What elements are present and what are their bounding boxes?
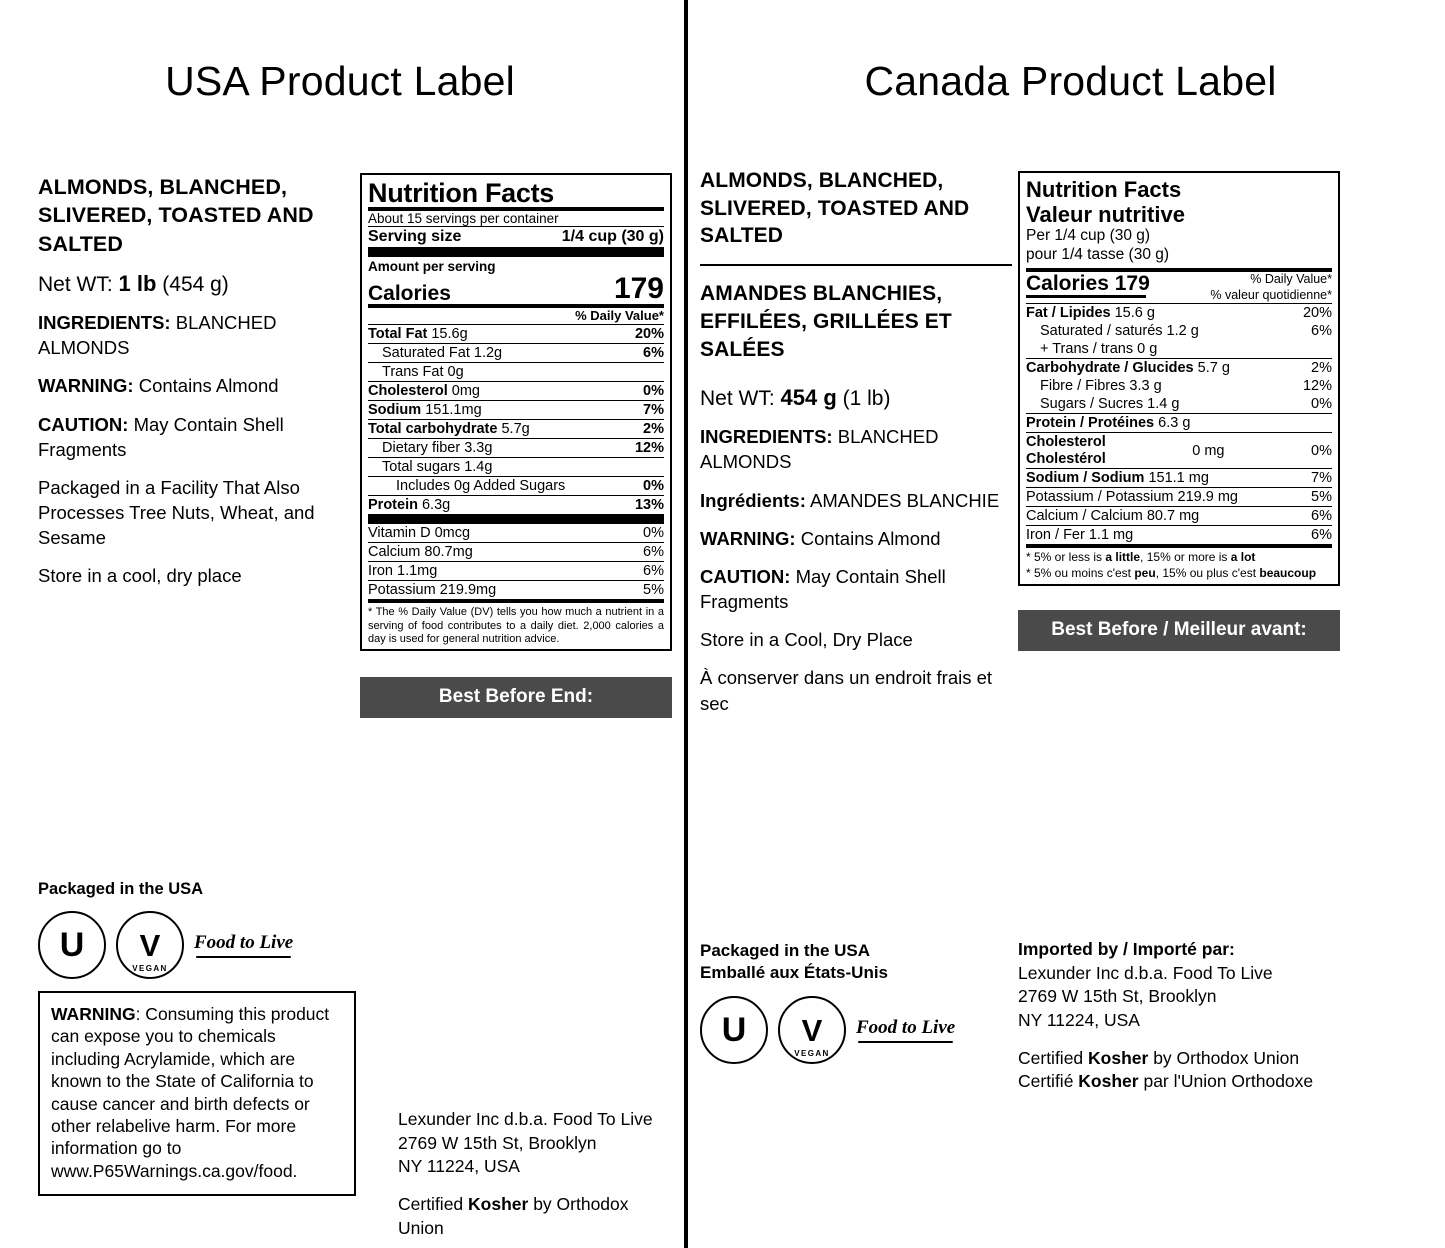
usa-nutrient-row [368, 458, 664, 476]
canada-nutrition-column [1018, 171, 1340, 651]
usa-amount-per-serving: Amount per serving [368, 259, 496, 275]
canada-mineral-dv: 5% [1311, 488, 1332, 505]
usa-nutrient-dv: 20% [634, 326, 664, 343]
canada-mineral-row [1026, 469, 1332, 487]
usa-prop65-label: WARNING [51, 1004, 136, 1024]
canada-ingredients-label: INGREDIENTS: [700, 426, 833, 448]
usa-net-weight [38, 271, 348, 297]
canada-footer-left [700, 940, 1030, 1064]
usa-nutrient-row [368, 420, 664, 438]
vegan-letter: V [139, 927, 161, 963]
usa-nutrient-row [368, 401, 664, 419]
usa-address-line-1: 2769 W 15th St, Brooklyn [398, 1132, 597, 1153]
usa-nutrient-name: Sodium 151.1mg [368, 402, 482, 419]
canada-footnote-fr-2: , 15% ou plus c'est [1155, 566, 1260, 581]
canada-kosher-en-pre: Certified [1018, 1047, 1089, 1068]
usa-nutrient-dv: 12% [634, 440, 664, 457]
canada-kosher-en [1018, 1047, 1418, 1071]
canada-packaged-in-fr: Emballé aux États-Unis [700, 963, 889, 983]
food-to-live-logo: Food to Live [856, 1017, 955, 1043]
canada-storage-en: Store in a Cool, Dry Place [700, 629, 913, 651]
usa-micronutrient-dv: 6% [643, 563, 664, 580]
usa-text-column [38, 173, 348, 589]
canada-nutrient-name: + Trans / trans 0 g [1040, 341, 1158, 358]
canada-dv-en: % Daily Value* [1250, 272, 1332, 287]
canada-net-weight [700, 385, 1012, 411]
canada-nutrient-name: Fibre / Fibres 3.3 g [1040, 378, 1162, 395]
canada-net-weight-main: 454 g [780, 385, 837, 411]
usa-nutrient-dv: 7% [643, 402, 664, 419]
canada-footnote-fr [1026, 564, 1332, 581]
canada-mineral-name: Iron / Fer 1.1 mg [1026, 526, 1134, 543]
canada-panel-title: Canada Product Label [864, 58, 1277, 104]
canada-caution-label: CAUTION: [700, 565, 791, 587]
usa-nutrition-facts-panel [360, 173, 672, 651]
canada-cholesterol-value: 0 mg [1192, 442, 1225, 459]
usa-nutrient-row [368, 344, 664, 362]
usa-kosher-bold: Kosher [468, 1193, 529, 1214]
canada-nutrient-name: Saturated / saturés 1.2 g [1040, 323, 1199, 340]
canada-calories-row [1026, 272, 1332, 303]
canada-kosher-fr [1018, 1070, 1418, 1094]
canada-mineral-dv: 7% [1311, 469, 1332, 486]
canada-dv-fr: % valeur quotidienne* [1210, 287, 1332, 302]
usa-micronutrient-dv: 0% [643, 525, 664, 542]
usa-address-line-2: NY 11224, USA [398, 1156, 520, 1177]
usa-address-line-0: Lexunder Inc d.b.a. Food To Live [398, 1109, 653, 1129]
usa-micronutrient-name: Iron 1.1mg [368, 563, 438, 580]
usa-nutrient-dv: 0% [643, 383, 664, 400]
usa-micronutrient-dv: 5% [643, 582, 664, 599]
usa-nutrient-name: Includes 0g Added Sugars [396, 478, 566, 495]
usa-micronutrient-rows [368, 524, 664, 599]
canada-nutrient-name: Protein / Protéines 6.3 g [1026, 415, 1191, 432]
canada-kosher-fr-bold: Kosher [1078, 1071, 1139, 1092]
usa-nutrient-dv: 2% [643, 421, 664, 438]
canada-net-weight-label: Net WT: [700, 387, 775, 411]
canada-mineral-name: Calcium / Calcium 80.7 mg [1026, 507, 1200, 524]
canada-nutrient-dv: 6% [1311, 323, 1332, 340]
canada-warning [700, 526, 1012, 551]
usa-nutrient-name: Cholesterol 0mg [368, 383, 481, 400]
canada-cholesterol-fr: Cholestérol [1026, 450, 1106, 467]
usa-packaged-in: Packaged in the USA [38, 880, 204, 898]
usa-calories-row [368, 274, 664, 304]
canada-per-serving-fr: pour 1/4 tasse (30 g) [1026, 246, 1170, 264]
canada-nutrient-row [1026, 395, 1332, 413]
canada-nutrient-row [1026, 322, 1332, 340]
usa-nutrient-name: Total Fat 15.6g [368, 326, 468, 343]
ou-letter: U [721, 1011, 747, 1050]
usa-nutrient-row [368, 382, 664, 400]
usa-net-weight-main: 1 lb [118, 271, 157, 297]
usa-kosher-post: by Orthodox Union [398, 1193, 629, 1238]
usa-nutrient-row [368, 496, 664, 514]
usa-micronutrient-row [368, 524, 664, 542]
canada-ingredients-en [700, 424, 1012, 474]
canada-warning-value: Contains Almond [800, 527, 941, 549]
usa-ingredients-label: INGREDIENTS: [38, 312, 171, 334]
usa-nutrition-title: Nutrition Facts [368, 178, 555, 208]
canada-nutrient-dv: 20% [1302, 305, 1332, 322]
canada-kosher-en-bold: Kosher [1088, 1047, 1149, 1068]
usa-ingredients [38, 310, 348, 360]
usa-servings-per-container: About 15 servings per container [368, 211, 559, 227]
usa-nutrient-name: Total sugars 1.4g [382, 459, 493, 476]
canada-product-name-fr: AMANDES BLANCHIES, EFFILÉES, GRILLÉES ET SALÉES [700, 282, 952, 361]
canada-cholesterol-en: Cholesterol [1026, 434, 1106, 451]
canada-nutrient-dv: 0% [1311, 396, 1332, 413]
usa-micronutrient-name: Calcium 80.7mg [368, 544, 473, 561]
canada-nutrient-row [1026, 414, 1332, 432]
usa-product-name: ALMONDS, BLANCHED, SLIVERED, TOASTED AND SALTED [38, 175, 314, 256]
canada-address-line-0: Lexunder Inc d.b.a. Food To Live [1018, 962, 1273, 983]
canada-ingredients-fr-label: Ingrédients: [700, 489, 806, 511]
canada-kosher-fr-pre: Certifié [1018, 1071, 1079, 1092]
canada-nutrition-facts-panel [1018, 171, 1340, 586]
canada-nutrient-row [1026, 304, 1332, 322]
usa-nutrient-name: Protein 6.3g [368, 497, 451, 514]
canada-nutrient-name: Fat / Lipides 15.6 g [1026, 305, 1155, 322]
canada-mineral-row [1026, 488, 1332, 506]
canada-mineral-row [1026, 526, 1332, 544]
canada-dv-header [1210, 272, 1332, 303]
canada-nutrient-dv: 12% [1302, 378, 1332, 395]
usa-micronutrient-row [368, 543, 664, 561]
canada-footnote-en [1026, 548, 1332, 565]
usa-nutrient-name: Total carbohydrate 5.7g [368, 421, 530, 438]
usa-caution-value: May Contain Shell Fragments [38, 413, 284, 460]
usa-warning-value: Contains Almond [138, 375, 279, 397]
canada-kosher-fr-post: par l'Union Orthodoxe [1138, 1071, 1314, 1092]
usa-serving-size-value: 1/4 cup (30 g) [561, 228, 664, 246]
usa-micronutrient-name: Potassium 219.9mg [368, 582, 497, 599]
canada-imported-by-label: Imported by / Importé par: [1018, 939, 1235, 959]
canada-ingredients-fr-value: AMANDES BLANCHIE [810, 489, 1000, 511]
canada-mineral-name: Sodium / Sodium 151.1 mg [1026, 469, 1209, 486]
canada-mineral-rows [1026, 469, 1332, 544]
canada-net-weight-alt: (1 lb) [842, 387, 891, 411]
canada-caution-value: May Contain Shell Fragments [700, 565, 946, 613]
canada-nutrient-rows [1026, 304, 1332, 432]
usa-company-address [398, 1108, 678, 1240]
usa-kosher-statement [398, 1193, 678, 1240]
canada-storage-fr: À conserver dans un endroit frais et sec [700, 667, 993, 714]
orthodox-union-u-icon [700, 996, 768, 1064]
usa-panel [0, 0, 684, 1248]
canada-footnote-en-2: , 15% or more is [1140, 549, 1231, 564]
canada-panel [688, 0, 1445, 1248]
usa-caution [38, 412, 348, 462]
canada-certification-badges [700, 996, 1030, 1064]
usa-panel-title: USA Product Label [165, 58, 515, 104]
usa-nutrient-dv: 13% [634, 497, 664, 514]
canada-footnote-en-1: * 5% or less is [1026, 549, 1106, 564]
usa-facility-statement: Packaged in a Facility That Also Processes Tree Nuts, Wheat, and Sesame [38, 476, 315, 549]
usa-nutrient-name: Dietary fiber 3.3g [382, 440, 493, 457]
canada-nutrient-name: Sugars / Sucres 1.4 g [1040, 396, 1180, 413]
usa-warning [38, 373, 348, 398]
vegan-word: VEGAN [132, 964, 168, 973]
canada-mineral-name: Potassium / Potassium 219.9 mg [1026, 488, 1238, 505]
usa-dv-header: % Daily Value* [575, 308, 664, 324]
canada-ingredients-fr [700, 488, 1012, 513]
usa-nutrient-dv: 0% [643, 478, 664, 495]
canada-nutrient-row [1026, 377, 1332, 395]
usa-nutrient-rows [368, 325, 664, 514]
vegan-word: VEGAN [794, 1049, 830, 1059]
canada-per-serving-en: Per 1/4 cup (30 g) [1026, 227, 1151, 245]
ou-letter: U [59, 926, 85, 964]
usa-nutrient-row [368, 363, 664, 381]
canada-footer-right [1018, 938, 1418, 1094]
canada-name-divider [700, 264, 1012, 266]
canada-cholesterol-dv: 0% [1311, 442, 1332, 459]
canada-footnote-en-b2: a lot [1230, 549, 1256, 564]
canada-footnote-fr-1: * 5% ou moins c'est [1026, 566, 1135, 581]
vegan-badge-icon [778, 996, 846, 1064]
usa-nutrient-dv: 6% [643, 345, 664, 362]
canada-mineral-dv: 6% [1311, 526, 1332, 543]
canada-packaged-in-en: Packaged in the USA [700, 941, 871, 960]
usa-certification-badges [38, 911, 678, 979]
canada-nutrition-title-fr: Valeur nutritive [1026, 201, 1185, 227]
vegan-badge-icon [116, 911, 184, 979]
usa-micronutrient-dv: 6% [643, 544, 664, 561]
canada-caution [700, 564, 1012, 614]
usa-nutrition-footnote: * The % Daily Value (DV) tells you how much a nutrient in a serving of food contributes to a daily diet. 2,000 calories a day is used for general nutrition advice. [368, 606, 664, 645]
usa-kosher-pre: Certified [398, 1193, 469, 1214]
usa-nutrition-column [360, 173, 672, 718]
usa-ingredients-value: BLANCHED ALMONDS [38, 312, 277, 359]
usa-prop65-text: : Consuming this product can expose you to chemicals including Acrylamide, which are known to the State of California to cause cancer and birth defects or other relabelive harm. For more information go to www.P65Warnings.ca.gov/food. [51, 1004, 330, 1181]
usa-prop65-warning-box [38, 991, 356, 1196]
usa-micronutrient-row [368, 562, 664, 580]
canada-best-before-banner: Best Before / Meilleur avant: [1018, 610, 1340, 651]
usa-net-weight-alt: (454 g) [162, 273, 229, 297]
canada-kosher-en-post: by Orthodox Union [1148, 1047, 1300, 1068]
canada-warning-label: WARNING: [700, 527, 796, 549]
canada-nutrition-title-en: Nutrition Facts [1026, 177, 1182, 202]
canada-cholesterol-row [1026, 433, 1332, 467]
usa-warning-label: WARNING: [38, 375, 134, 397]
canada-address-line-1: 2769 W 15th St, Brooklyn [1018, 986, 1217, 1007]
usa-serving-size-row [368, 227, 664, 247]
usa-nutrient-name: Trans Fat 0g [382, 364, 464, 381]
usa-nutrient-row [368, 477, 664, 495]
orthodox-union-u-icon [38, 911, 106, 979]
canada-footnote-en-b1: a little [1105, 549, 1141, 564]
usa-nutrient-row [368, 325, 664, 343]
food-to-live-logo: Food to Live [194, 932, 293, 958]
canada-mineral-row [1026, 507, 1332, 525]
canada-nutrient-name: Carbohydrate / Glucides 5.7 g [1026, 360, 1230, 377]
canada-calories-label: Calories 179 [1026, 272, 1150, 296]
usa-storage-statement: Store in a cool, dry place [38, 565, 242, 587]
usa-micronutrient-name: Vitamin D 0mcg [368, 525, 471, 542]
usa-nutrient-row [368, 439, 664, 457]
usa-nutrient-name: Saturated Fat 1.2g [382, 345, 503, 362]
usa-net-weight-label: Net WT: [38, 273, 113, 297]
canada-ingredients-value: BLANCHED ALMONDS [700, 426, 939, 473]
usa-serving-size-label: Serving size [368, 228, 462, 246]
canada-nutrient-row [1026, 359, 1332, 377]
canada-mineral-dv: 6% [1311, 507, 1332, 524]
canada-footnote-fr-b1: peu [1134, 566, 1156, 581]
usa-calories-label: Calories [368, 282, 451, 306]
canada-text-column [700, 167, 1012, 716]
usa-best-before-banner: Best Before End: [360, 677, 672, 718]
canada-product-name-en: ALMONDS, BLANCHED, SLIVERED, TOASTED AND SALTED [700, 169, 970, 248]
usa-caution-label: CAUTION: [38, 413, 129, 435]
canada-footnote-fr-b2: beaucoup [1259, 566, 1317, 581]
canada-nutrient-row [1026, 340, 1332, 358]
usa-footer [38, 880, 678, 1238]
vegan-letter: V [801, 1012, 823, 1048]
canada-nutrient-dv: 2% [1311, 360, 1332, 377]
usa-micronutrient-row [368, 581, 664, 599]
canada-address-line-2: NY 11224, USA [1018, 1009, 1140, 1030]
usa-calories-value: 179 [613, 272, 664, 306]
